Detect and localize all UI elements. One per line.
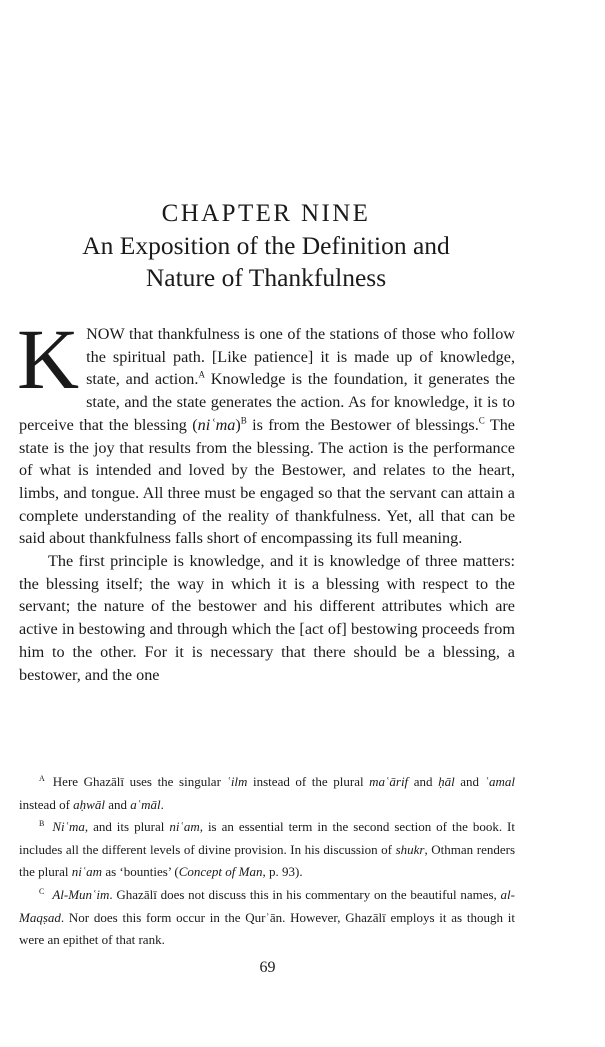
- footnote-a-text: and: [454, 774, 485, 789]
- footnote-a-term: maʿārif: [369, 774, 409, 789]
- footnote-a-term: aḥwāl: [73, 796, 105, 812]
- footnote-b-term: shukr: [395, 841, 425, 857]
- footnote-a-text: instead of: [19, 796, 74, 812]
- footnote-a-text: and: [408, 774, 439, 789]
- term-nima: niʿma: [197, 415, 236, 434]
- footnote-b-term: niʿam: [71, 864, 103, 880]
- chapter-title: [30, 230, 502, 294]
- footnote-b-term: niʿam: [169, 819, 200, 835]
- chapter-title-line-1: An Exposition of the Definition and: [82, 231, 450, 260]
- page-number: 69: [259, 959, 276, 976]
- footnote-a-term: ḥāl: [438, 774, 455, 789]
- body-text: [17, 311, 515, 686]
- footnotes: [19, 771, 515, 952]
- footnote-c-text: . Ghazālī does not discuss this in his commentary on the beautiful names,: [109, 886, 501, 902]
- footnote-b-term: Niʿma: [52, 819, 85, 835]
- paragraph-1-text-3: ): [235, 415, 241, 434]
- paragraph-1: [17, 311, 515, 550]
- footnote-b-text: as ‘bounties’ (: [102, 864, 179, 880]
- footnote-a-text: .: [160, 796, 164, 812]
- footnote-mark-a: A: [39, 773, 45, 783]
- footnote-a-term: ʿilm: [226, 774, 248, 789]
- footnote-a-text: Here Ghazālī uses the singular: [52, 774, 227, 789]
- footnote-c: [19, 884, 515, 952]
- paragraph-1-text-4: is from the Bestower of blessings.: [246, 415, 479, 434]
- paragraph-1-text-2: Knowledge is the foundation, it generates the state, and the state generates the action. As for knowledge, it is to perceive that the blessing (: [19, 370, 515, 434]
- footnote-b-book-title: Concept of Man: [178, 864, 263, 880]
- footnote-b-text: , and its plural: [84, 819, 170, 835]
- footnote-a: [19, 771, 515, 816]
- footnote-ref-a: A: [198, 370, 205, 381]
- footnote-c-term: al-Maqṣad: [19, 886, 515, 925]
- footnote-a-term: ʿamal: [484, 774, 515, 789]
- footnote-a-term: aʿmāl: [130, 796, 161, 812]
- footnote-mark-b: B: [39, 818, 45, 828]
- paragraph-1-text-1: NOW that thankfulness is one of the stations of those who follow the spiritual path. [Like patience] it is made up of knowledge, state, and action.: [86, 325, 515, 389]
- footnote-a-text: and: [104, 796, 131, 812]
- footnote-b: [19, 816, 515, 884]
- footnote-a-text: instead of the plural: [247, 774, 370, 789]
- footnote-b-text: , is an essential term in the second section of the book. It includes all the different levels of divine provision. In his discussion of: [19, 819, 515, 857]
- chapter-label: CHAPTER NINE: [161, 200, 371, 227]
- drop-cap: K: [17, 311, 80, 407]
- footnote-ref-c: C: [478, 415, 485, 426]
- footnote-b-text: , Othman renders the plural: [19, 841, 515, 880]
- footnote-mark-c: C: [39, 886, 45, 896]
- footnote-b-text: , p. 93).: [262, 864, 303, 880]
- paragraph-2: The first principle is knowledge, and it is knowledge of three matters: the blessing itself; the way in which it is a blessing with respect to the servant; the nature of the bestower and his different attributes which are active in bestowing and through which the [act of] bestowing proceeds from him to the other. For it is necessary that there should be a blessing, a bestower, and the one: [19, 552, 515, 684]
- paragraph-1-text-5: The state is the joy that results from the blessing. The action is the performance of what is intended and loved by the Bestower, and relates to the heart, limbs, and tongue. All three must be engaged so that the servant can attain a complete understanding of the reality of thankfulness. Yet, all that can be said about thankfulness falls short of encompassing its full meaning.: [19, 415, 515, 548]
- footnote-c-term: Al-Munʿim: [52, 886, 110, 902]
- chapter-title-line-2: Nature of Thankfulness: [145, 263, 387, 292]
- footnote-c-text: . Nor does this form occur in the Qurʾān. However, Ghazālī employs it as though it were an epithet of that rank.: [19, 909, 515, 948]
- footnote-ref-b: B: [240, 415, 247, 426]
